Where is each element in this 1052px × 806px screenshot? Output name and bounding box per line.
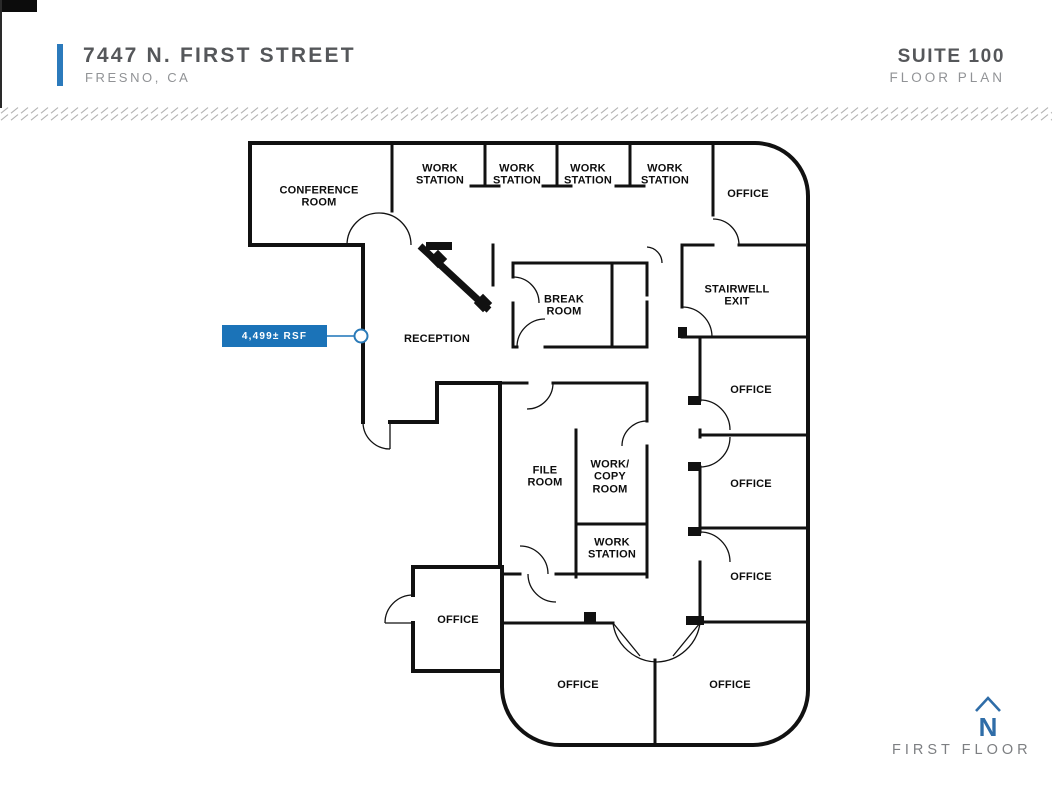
room-label-office-bottom-left: OFFICE <box>437 613 479 626</box>
room-label-work-station-4: WORK STATION <box>640 162 690 187</box>
room-label-office-bottom-right: OFFICE <box>709 678 751 691</box>
drawing-type-label: FLOOR PLAN <box>889 70 1005 85</box>
property-address: 7447 N. FIRST STREET <box>83 44 356 67</box>
property-city: FRESNO, CA <box>85 70 191 85</box>
interior-walls <box>392 143 806 745</box>
suite-title: SUITE 100 <box>897 46 1005 67</box>
room-label-work-station-2: WORK STATION <box>492 162 542 187</box>
room-label-reception: RECEPTION <box>404 332 470 345</box>
room-label-conference-room: CONFERENCE ROOM <box>279 184 359 209</box>
door-swings <box>347 213 739 662</box>
rsf-leader <box>327 330 368 343</box>
room-label-file-room: FILE ROOM <box>527 464 563 489</box>
north-arrow-icon <box>950 692 1052 748</box>
exterior-walls <box>250 143 808 745</box>
room-label-work-station-1: WORK STATION <box>415 162 465 187</box>
rsf-chip: 4,499± RSF <box>222 325 327 347</box>
room-label-office-right-1: OFFICE <box>730 383 772 396</box>
room-label-work-station-3: WORK STATION <box>563 162 613 187</box>
room-label-office-top-right: OFFICE <box>727 187 769 200</box>
room-label-office-bottom-center: OFFICE <box>557 678 599 691</box>
north-letter: N <box>978 712 998 742</box>
room-label-work-copy-room: WORK/ COPY ROOM <box>590 458 630 496</box>
room-label-work-station-5: WORK STATION <box>587 536 637 561</box>
room-label-stairwell-exit: STAIRWELL EXIT <box>704 283 770 308</box>
room-label-office-right-2: OFFICE <box>730 477 772 490</box>
reception-angled-wall <box>420 246 492 312</box>
room-label-break-room: BREAK ROOM <box>543 293 585 318</box>
room-label-office-right-3: OFFICE <box>730 570 772 583</box>
floor-name-label: FIRST FLOOR <box>892 742 1032 758</box>
